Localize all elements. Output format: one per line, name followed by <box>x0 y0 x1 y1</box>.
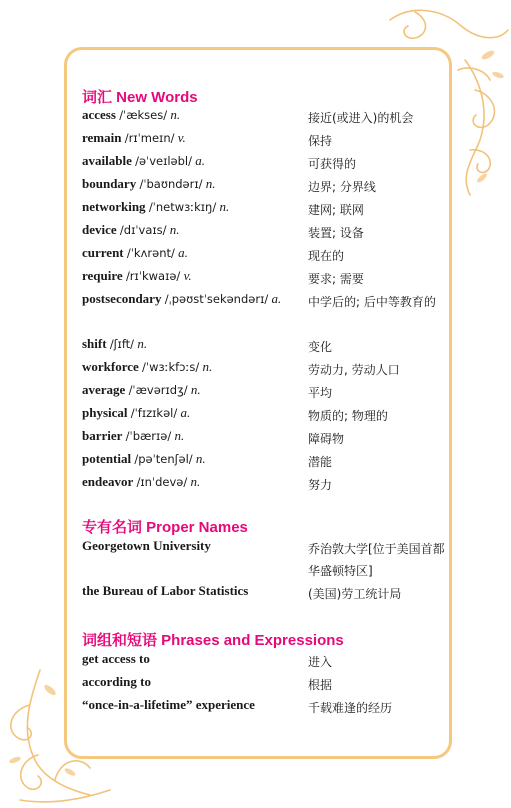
word-entry <box>82 176 215 192</box>
phonetic: /ˌpəʊstˈsekəndərɪ/ <box>164 292 269 306</box>
list-item-word <box>82 268 449 290</box>
phonetic: /pəˈtenʃəl/ <box>134 452 193 466</box>
list-item-word <box>82 382 449 404</box>
list-item-word <box>82 428 449 450</box>
word-entry <box>82 222 180 238</box>
word-meaning: 装置; 设备 <box>308 226 364 240</box>
word-meaning: 劳动力, 劳动人口 <box>308 363 400 377</box>
word-entry <box>82 474 200 490</box>
phonetic: /əˈveɪləbl/ <box>135 154 192 168</box>
proper-name-meaning: 乔治敦大学[位于美国首都华盛顿特区] <box>308 542 445 578</box>
phrase-term: “once-in-a-lifetime” experience <box>82 697 255 712</box>
part-of-speech: a. <box>180 405 191 420</box>
section-heading-proper-names: 专有名词 Proper Names <box>82 519 248 536</box>
proper-name-term: Georgetown University <box>82 538 211 553</box>
list-item-word <box>82 107 449 129</box>
word: remain <box>82 130 122 145</box>
phonetic: /ɪnˈdevə/ <box>136 475 188 489</box>
list-item-word <box>82 222 449 244</box>
word: access <box>82 107 116 122</box>
word-entry <box>82 199 229 215</box>
word-meaning: 潜能 <box>308 455 333 469</box>
list-item-proper-name <box>82 583 449 605</box>
list-item-word <box>82 130 449 152</box>
phonetic: /rɪˈkwaɪə/ <box>125 269 181 283</box>
word-meaning: 接近(或进入)的机会 <box>308 111 414 125</box>
word-meaning: 变化 <box>308 340 333 354</box>
part-of-speech: n. <box>205 176 216 191</box>
word-meaning: 现在的 <box>308 249 345 263</box>
word-meaning: 可获得的 <box>308 157 357 171</box>
phrase-term: according to <box>82 674 151 689</box>
word: potential <box>82 451 132 466</box>
phonetic: /ˈbærɪə/ <box>125 429 172 443</box>
word-meaning: 边界; 分界线 <box>308 180 376 194</box>
word-meaning: 物质的; 物理的 <box>308 409 388 423</box>
phrase-term: get access to <box>82 651 150 666</box>
word: endeavor <box>82 474 134 489</box>
phonetic: /ʃɪft/ <box>109 337 135 351</box>
part-of-speech: n. <box>169 222 180 237</box>
word: workforce <box>82 359 139 374</box>
word-meaning: 中学后的; 后中等教育的 <box>308 295 436 309</box>
part-of-speech: n. <box>190 474 201 489</box>
list-item-word <box>82 474 449 496</box>
part-of-speech: a. <box>178 245 188 260</box>
part-of-speech: n. <box>174 428 185 443</box>
word: physical <box>82 405 128 420</box>
word: networking <box>82 199 146 214</box>
word-entry <box>82 107 180 123</box>
word-meaning: 要求; 需要 <box>308 272 364 286</box>
phonetic: /ˈkʌrənt/ <box>126 246 175 260</box>
word-entry <box>82 428 184 444</box>
word-entry <box>82 291 281 307</box>
word-meaning: 建网; 联网 <box>308 203 364 217</box>
word-meaning: 努力 <box>308 478 333 492</box>
word: shift <box>82 336 107 351</box>
word: barrier <box>82 428 123 443</box>
list-item-word <box>82 291 449 313</box>
list-item-proper-name <box>82 538 449 578</box>
list-item-word <box>82 336 449 358</box>
list-item-phrase <box>82 651 449 673</box>
part-of-speech: n. <box>219 199 230 214</box>
word-entry <box>82 130 186 146</box>
part-of-speech: n. <box>195 451 206 466</box>
phonetic: /dɪˈvaɪs/ <box>119 223 167 237</box>
word-entry <box>82 268 192 284</box>
list-item-word <box>82 359 449 381</box>
word: require <box>82 268 123 283</box>
word-meaning: 保持 <box>308 134 333 148</box>
list-item-word <box>82 451 449 473</box>
phonetic: /ˈwɜːkfɔːs/ <box>142 360 200 374</box>
word-meaning: 平均 <box>308 386 333 400</box>
list-item-word <box>82 405 449 427</box>
part-of-speech: a. <box>271 291 282 306</box>
phonetic: /ˈækses/ <box>119 108 168 122</box>
part-of-speech: a. <box>195 153 205 168</box>
list-item-phrase <box>82 674 449 696</box>
word-entry <box>82 245 188 261</box>
part-of-speech: v. <box>177 130 186 145</box>
word: available <box>82 153 132 168</box>
word-entry <box>82 382 201 398</box>
list-item-phrase <box>82 697 449 719</box>
list-item-word <box>82 176 449 198</box>
list-item-word <box>82 153 449 175</box>
section-heading-phrases: 词组和短语 Phrases and Expressions <box>82 632 344 649</box>
phrase-meaning: 千载难逢的经历 <box>308 701 393 715</box>
list-item-word <box>82 199 449 221</box>
proper-name-meaning: (美国)劳工统计局 <box>308 587 402 601</box>
word: boundary <box>82 176 137 191</box>
phrase-meaning: 根据 <box>308 678 333 692</box>
phonetic: /ˈævərɪdʒ/ <box>128 383 188 397</box>
part-of-speech: n. <box>137 336 148 351</box>
word: postsecondary <box>82 291 162 306</box>
word-entry <box>82 451 206 467</box>
word-entry <box>82 153 205 169</box>
word: average <box>82 382 126 397</box>
section-heading-new-words: 词汇 New Words <box>82 89 198 106</box>
word-meaning: 障碍物 <box>308 432 345 446</box>
part-of-speech: n. <box>170 107 181 122</box>
word-entry <box>82 405 190 421</box>
list-item-word <box>82 245 449 267</box>
word-entry <box>82 336 147 352</box>
proper-name-term: the Bureau of Labor Statistics <box>82 583 249 598</box>
phonetic: /rɪˈmeɪn/ <box>124 131 175 145</box>
word-entry <box>82 359 212 375</box>
phonetic: /ˈnetwɜːkɪŋ/ <box>148 200 217 214</box>
phonetic: /ˈbaʊndərɪ/ <box>139 177 203 191</box>
word: device <box>82 222 117 237</box>
part-of-speech: n. <box>202 359 213 374</box>
phonetic: /ˈfɪzɪkəl/ <box>130 406 178 420</box>
phrase-meaning: 进入 <box>308 655 333 669</box>
word: current <box>82 245 124 260</box>
part-of-speech: n. <box>190 382 201 397</box>
part-of-speech: v. <box>183 268 192 283</box>
